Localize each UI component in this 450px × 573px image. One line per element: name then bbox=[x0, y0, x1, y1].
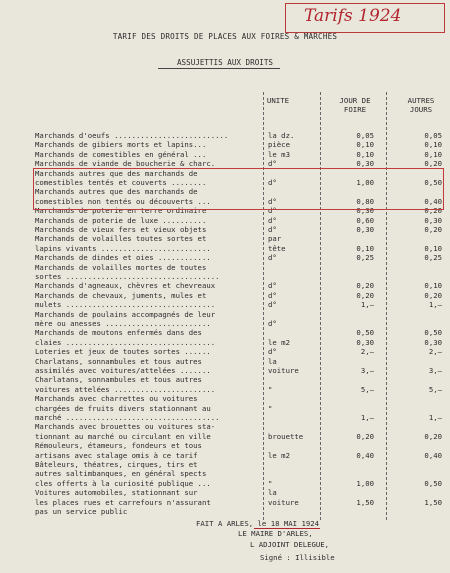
tariff-row-label: Charlatans, sonnambules et tous autres bbox=[35, 375, 202, 385]
unite-cell: d° bbox=[268, 215, 277, 225]
unite-cell: voiture bbox=[268, 497, 299, 507]
tariff-row-label: Marchands de volailles toutes sortes et bbox=[35, 234, 207, 244]
tariff-row-label: voitures attelées ....................... bbox=[35, 384, 216, 394]
subtitle-underline bbox=[158, 68, 280, 69]
autres-jours-cell: 0,30 bbox=[424, 215, 442, 225]
tariff-row-label: claies .................................. bbox=[35, 337, 216, 347]
tariff-row-label: Charlatans, sonnambules et tous autres bbox=[35, 356, 202, 366]
header-autres-line-2: JOURS bbox=[409, 105, 433, 114]
autres-jours-cell: 0,50 bbox=[424, 178, 442, 187]
tariff-row-label: tionnant au marché ou circulant en ville bbox=[35, 431, 211, 441]
jour-de-foire-cell: 0,05 bbox=[356, 131, 374, 140]
autres-jours-cell: 0,20 bbox=[424, 159, 442, 169]
tariff-row-label: comestibles non tentés ou découverts ... bbox=[35, 196, 211, 206]
footer-fait-a-arles bbox=[196, 519, 319, 528]
autres-jours-cell: 2,— bbox=[428, 347, 442, 357]
footer-date: 18 MAI 1924 bbox=[270, 519, 320, 528]
jour-de-foire-cell: 0,60 bbox=[356, 215, 374, 225]
jour-de-foire-cell: 1,— bbox=[360, 413, 374, 422]
unite-cell: d° bbox=[268, 178, 277, 187]
unite-cell: la dz. bbox=[268, 131, 295, 140]
header-unite-line: UNITE bbox=[266, 96, 290, 105]
red-highlight-box bbox=[33, 168, 444, 210]
jour-de-foire-cell: 1,— bbox=[360, 300, 374, 310]
footer-signe: Signé : Illisible bbox=[260, 553, 335, 562]
unite-cell: le m3 bbox=[268, 149, 290, 159]
jour-de-foire-cell: 0,20 bbox=[356, 281, 374, 291]
jour-de-foire-cell: 0,30 bbox=[356, 159, 374, 169]
unite-cell: le m2 bbox=[268, 450, 290, 460]
unite-cell: par bbox=[268, 234, 282, 244]
header-autres-line-1: AUTRES bbox=[407, 96, 435, 105]
tariff-row-label: assimilés avec voitures/attelées ....... bbox=[35, 366, 211, 375]
unite-cell: d° bbox=[268, 225, 277, 234]
jour-de-foire-cell: 0,20 bbox=[356, 290, 374, 300]
tariff-row-label: Marchands de comestibles en général ... bbox=[35, 149, 207, 159]
tariff-row-label: Marchands de viande de boucherie & charc. bbox=[35, 159, 216, 169]
tariff-row-label: Marchands de gibiers morts et lapins... bbox=[35, 140, 207, 150]
autres-jours-cell: 1,— bbox=[428, 413, 442, 422]
jour-de-foire-cell: 0,80 bbox=[356, 196, 374, 206]
unite-cell: pièce bbox=[268, 140, 290, 150]
autres-jours-cell: 0,10 bbox=[424, 281, 442, 291]
tariff-row-label: Marchands de poterie de luxe .......... bbox=[35, 215, 207, 225]
document-title: TARIF DES DROITS DE PLACES AUX FOIRES & MARCHES bbox=[112, 32, 338, 41]
header-foire-line-1: JOUR DE bbox=[339, 96, 371, 105]
tariff-row-label: les places rues et carrefours n'assurant bbox=[35, 497, 211, 507]
tariff-row-label: marché ................................... bbox=[35, 413, 220, 422]
tariff-row-label: artisans avec stalage omis à ce tarif bbox=[35, 450, 198, 460]
jour-de-foire-cell: 0,10 bbox=[356, 149, 374, 159]
tariff-row-label: mulets .................................. bbox=[35, 300, 216, 310]
jour-de-foire-cell: 1,00 bbox=[356, 478, 374, 488]
tariff-row-label: Marchands autres que des marchands de bbox=[35, 187, 198, 197]
unite-cell: voiture bbox=[268, 366, 299, 375]
autres-jours-cell: 0,10 bbox=[424, 149, 442, 159]
unite-cell: " bbox=[268, 384, 273, 394]
unite-cell: tête bbox=[268, 243, 286, 253]
tariff-row-label: Marchands de volailles mortes de toutes bbox=[35, 262, 207, 272]
autres-jours-cell: 0,50 bbox=[424, 328, 442, 338]
autres-jours-cell: 0,20 bbox=[424, 431, 442, 441]
tariff-row-label: Marchands de vieux fers et vieux objets bbox=[35, 225, 207, 234]
unite-cell: d° bbox=[268, 253, 277, 263]
autres-jours-cell: 0,05 bbox=[424, 131, 442, 140]
tariff-row-label: autres saltimbanques, en général spects bbox=[35, 469, 207, 479]
jour-de-foire-cell: 0,30 bbox=[356, 337, 374, 347]
jour-de-foire-cell: 5,— bbox=[360, 384, 374, 394]
tariff-row-label: Marchands avec charrettes ou voitures bbox=[35, 394, 198, 404]
unite-cell: d° bbox=[268, 281, 277, 291]
unite-cell: d° bbox=[268, 159, 277, 169]
tariff-row-label: Marchands avec brouettes ou voitures sta- bbox=[35, 422, 216, 432]
unite-cell: la bbox=[268, 356, 277, 366]
column-divider bbox=[386, 92, 387, 520]
jour-de-foire-cell: 0,30 bbox=[356, 206, 374, 216]
document-subtitle: ASSUJETTIS AUX DROITS bbox=[176, 58, 273, 67]
autres-jours-cell: 0,10 bbox=[424, 243, 442, 253]
unite-cell: le m2 bbox=[268, 337, 290, 347]
column-divider bbox=[263, 92, 264, 520]
tariff-row-label: Marchands de chevaux, juments, mules et bbox=[35, 290, 207, 300]
footer-maire: LE MAIRE D'ARLES, bbox=[238, 529, 313, 538]
jour-de-foire-cell: 0,10 bbox=[356, 243, 374, 253]
autres-jours-cell: 0,50 bbox=[424, 478, 442, 488]
autres-jours-cell: 0,30 bbox=[424, 337, 442, 347]
footer-fait-prefix: FAIT A ARLES, le bbox=[196, 519, 267, 528]
tariff-row-label: Marchands d'agneaux, chèvres et chevreaux bbox=[35, 281, 216, 291]
unite-cell: d° bbox=[268, 206, 277, 216]
unite-cell: brouette bbox=[268, 431, 304, 441]
unite-cell: d° bbox=[268, 347, 277, 357]
tariff-row-label: Rémouleurs, étameurs, fondeurs et tous bbox=[35, 441, 202, 451]
unite-cell: d° bbox=[268, 290, 277, 300]
autres-jours-cell: 0,40 bbox=[424, 196, 442, 206]
unite-cell: " bbox=[268, 478, 273, 488]
jour-de-foire-cell: 0,30 bbox=[356, 225, 374, 234]
jour-de-foire-cell: 0,25 bbox=[356, 253, 374, 263]
jour-de-foire-cell: 3,— bbox=[360, 366, 374, 375]
tariff-row-label: Bâteleurs, théatres, cirques, tirs et bbox=[35, 460, 198, 469]
unite-cell: " bbox=[268, 403, 273, 413]
header-foire-line-2: FOIRE bbox=[343, 105, 367, 114]
tariff-row-label: Voitures automobiles, stationnant sur bbox=[35, 488, 198, 498]
stamp-text: Tarifs 1924 bbox=[304, 6, 402, 26]
tariff-row-label: cles offerts à la curiosité publique ... bbox=[35, 478, 211, 488]
tariff-row-label: Marchands de moutons enfermés dans des bbox=[35, 328, 202, 338]
autres-jours-cell: 1,— bbox=[428, 300, 442, 310]
unite-cell: la bbox=[268, 488, 277, 498]
autres-jours-cell: 5,— bbox=[428, 384, 442, 394]
jour-de-foire-cell: 1,50 bbox=[356, 497, 374, 507]
autres-jours-cell: 0,20 bbox=[424, 206, 442, 216]
tariff-row-label: chargées de fruits divers stationnant au bbox=[35, 403, 211, 413]
jour-de-foire-cell: 0,40 bbox=[356, 450, 374, 460]
tariff-row-label: Marchands de dindes et oies ............ bbox=[35, 253, 211, 263]
unite-cell: d° bbox=[268, 300, 277, 310]
autres-jours-cell: 0,10 bbox=[424, 140, 442, 150]
jour-de-foire-cell: 1,00 bbox=[356, 178, 374, 187]
jour-de-foire-cell: 2,— bbox=[360, 347, 374, 357]
autres-jours-cell: 0,40 bbox=[424, 450, 442, 460]
tariff-row-label: Marchands de poterie en terre ordinaire bbox=[35, 206, 207, 216]
autres-jours-cell: 1,50 bbox=[424, 497, 442, 507]
tarifs-stamp bbox=[285, 3, 445, 33]
jour-de-foire-cell: 0,10 bbox=[356, 140, 374, 150]
header-unite bbox=[258, 96, 298, 105]
jour-de-foire-cell: 0,20 bbox=[356, 431, 374, 441]
header-autres-jours bbox=[396, 96, 446, 114]
unite-cell: d° bbox=[268, 319, 277, 328]
tariff-row-label: Loteries et jeux de toutes sortes ...... bbox=[35, 347, 211, 357]
tariff-row-label: sortes ................................... bbox=[35, 272, 220, 281]
tariff-row-label: pas un service public bbox=[35, 507, 128, 516]
unite-cell: d° bbox=[268, 196, 277, 206]
autres-jours-cell: 0,20 bbox=[424, 290, 442, 300]
tariff-row-label: Marchands d'oeufs .......................... bbox=[35, 131, 229, 140]
tariff-row-label: comestibles tentés et couverts ........ bbox=[35, 178, 207, 187]
tariff-row-label: lapins vivants ......................... bbox=[35, 243, 211, 253]
jour-de-foire-cell: 0,50 bbox=[356, 328, 374, 338]
tariff-row-label: Marchands de poulains accompagnés de leur bbox=[35, 309, 216, 319]
tariff-row-label: Marchands autres que des marchands de bbox=[35, 168, 198, 178]
header-jour-de-foire bbox=[330, 96, 380, 114]
footer-adjoint: L ADJOINT DELEGUE, bbox=[250, 540, 330, 549]
autres-jours-cell: 3,— bbox=[428, 366, 442, 375]
tariff-row-label: mère ou anesses ........................ bbox=[35, 319, 211, 328]
column-divider bbox=[320, 92, 321, 520]
autres-jours-cell: 0,20 bbox=[424, 225, 442, 234]
autres-jours-cell: 0,25 bbox=[424, 253, 442, 263]
